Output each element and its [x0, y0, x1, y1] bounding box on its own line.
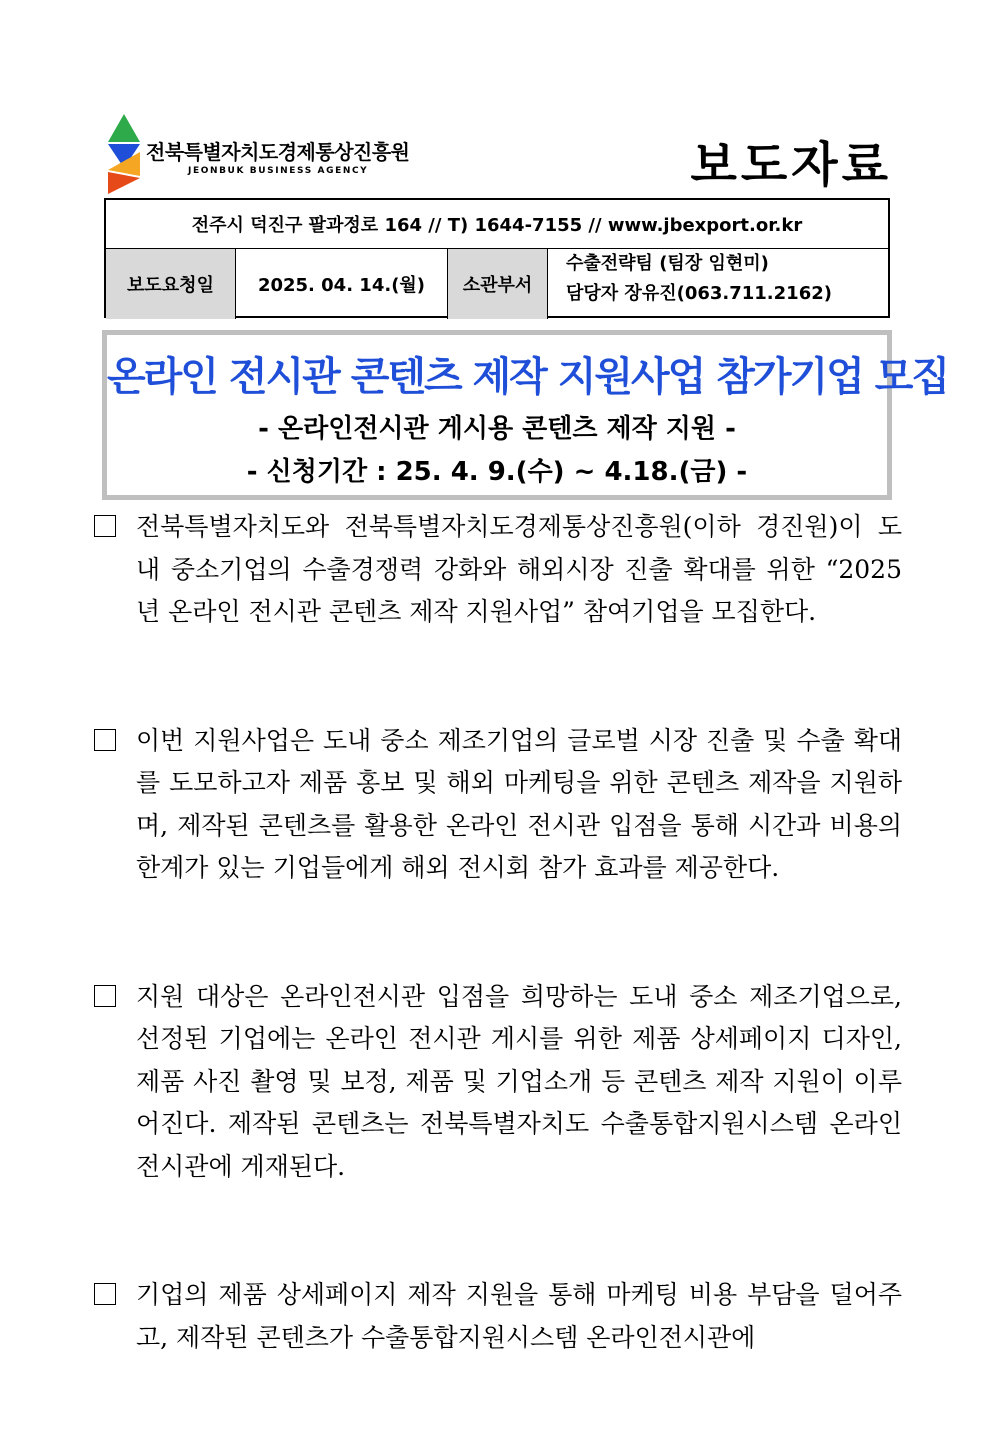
- checkbox-bullet-icon: [94, 515, 116, 537]
- logo-mark-icon: [104, 112, 144, 196]
- request-date-label: 보도요청일: [106, 249, 236, 319]
- article-body: [94, 506, 902, 1445]
- request-date-value: 2025. 04. 14.(월): [236, 249, 448, 319]
- paragraph: [94, 506, 902, 634]
- dept-label: 소관부서: [448, 249, 548, 319]
- agency-logo: [104, 112, 410, 196]
- dept-line-2: 담당자 장유진(063.711.2162): [566, 283, 832, 304]
- paragraph-text: 기업의 제품 상세페이지 제작 지원을 통해 마케팅 비용 부담을 덜어주고, 제작된 콘텐츠가 수출통합지원시스템 온라인전시관에: [136, 1280, 902, 1352]
- paragraph-text: 전북특별자치도와 전북특별자치도경제통상진흥원(이하 경진원)이 도내 중소기업의 수출경쟁력 강화와 해외시장 진출 확대를 위한 “2025년 온라인 전시관 콘텐츠 제작 지원사업” 참여기업을 모집한다.: [136, 512, 902, 626]
- address-line: 전주시 덕진구 팔과정로 164 // T) 1644-7155 // www.jbexport.or.kr: [106, 200, 888, 249]
- checkbox-bullet-icon: [94, 985, 116, 1007]
- dept-contact: [548, 249, 888, 319]
- info-row: [106, 249, 888, 319]
- doc-type-title: 보도자료: [690, 137, 892, 193]
- paragraph: [94, 1274, 902, 1359]
- headline-sub-1: - 온라인전시관 게시용 콘텐츠 제작 지원 -: [258, 414, 736, 444]
- dept-line-1: 수출전략팀 (팀장 임현미): [566, 253, 769, 274]
- paragraph: [94, 976, 902, 1189]
- paragraph: [94, 720, 902, 890]
- headline-sub-2: - 신청기간 : 25. 4. 9.(수) ~ 4.18.(금) -: [246, 457, 748, 487]
- headline-box: [102, 330, 948, 500]
- checkbox-bullet-icon: [94, 1283, 116, 1305]
- org-name-en: JEONBUK BUSINESS AGENCY: [188, 166, 369, 176]
- checkbox-bullet-icon: [94, 729, 116, 751]
- org-name: 전북특별자치도경제통상진흥원: [146, 140, 410, 164]
- contact-info-table: [104, 198, 890, 318]
- paragraph-text: 이번 지원사업은 도내 중소 제조기업의 글로벌 시장 진출 및 수출 확대를 도모하고자 제품 홍보 및 해외 마케팅을 위한 콘텐츠 제작을 지원하며, 제작된 콘텐츠를 활용한 온라인 전시관 입점을 통해 시간과 비용의 한계가 있는 기업들에게 해외 전시회 참가 효과를 제공한다.: [136, 725, 902, 882]
- paragraph-text: 지원 대상은 온라인전시관 입점을 희망하는 도내 중소 제조기업으로, 선정된 기업에는 온라인 전시관 게시를 위한 제품 상세페이지 디자인, 제품 사진 촬영 및 보정, 제품 및 기업소개 등 콘텐츠 제작 지원이 이루어진다. 제작된 콘텐츠는 전북특별자치도 수출통합지원시스템 온라인 전시관에 게재된다.: [136, 981, 902, 1181]
- headline-title: 온라인 전시관 콘텐츠 제작 지원사업 참가기업 모집: [107, 354, 948, 400]
